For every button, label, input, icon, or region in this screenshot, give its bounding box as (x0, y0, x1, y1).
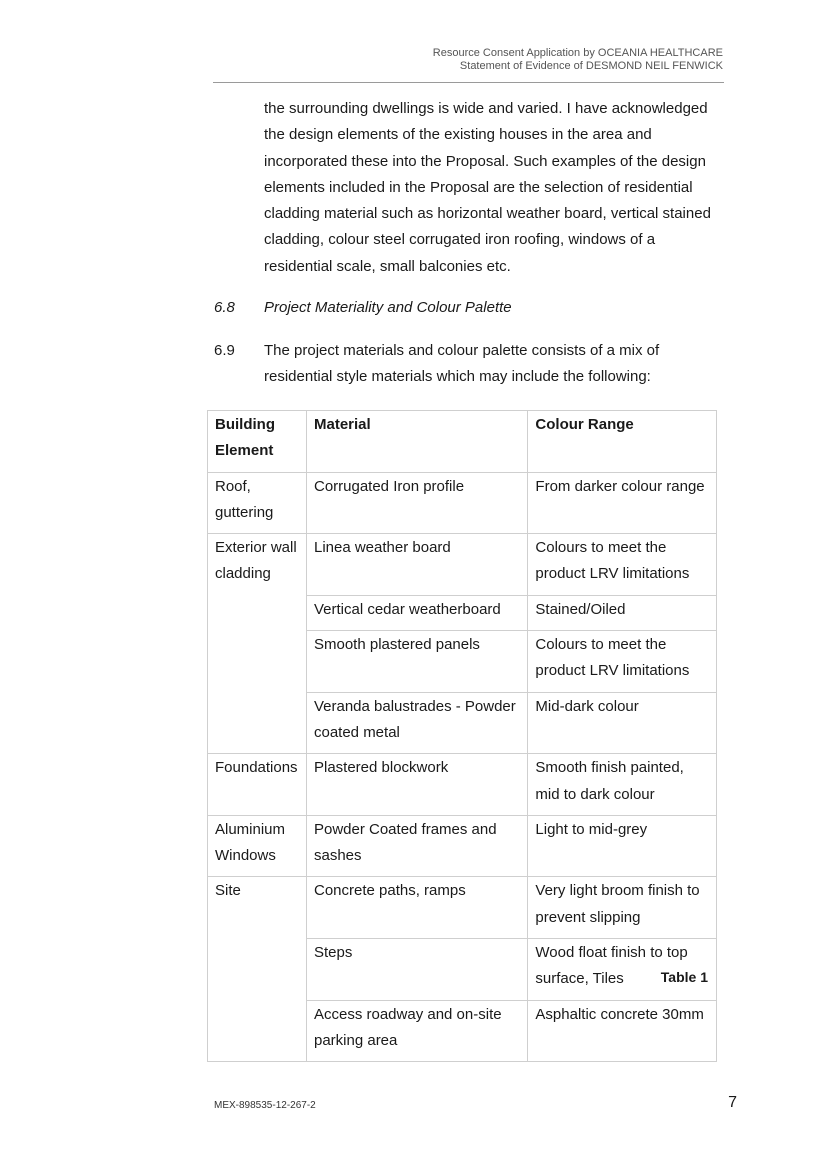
header-colour-range: Colour Range (528, 411, 717, 473)
table-caption: Table 1 (660, 969, 708, 985)
table-cell-colour: Stained/Oiled (528, 595, 717, 630)
header-material: Material (306, 411, 527, 473)
header-building-element: Building Element (208, 411, 307, 473)
table-cell-colour: Very light broom finish to prevent slipping (528, 877, 717, 939)
materials-table (207, 410, 717, 1062)
table-cell-material: Smooth plastered panels (306, 631, 527, 693)
document-reference: MEX-898535-12-267-2 (214, 1100, 316, 1111)
clause-text: The project materials and colour palette consists of a mix of residential style materials which may include the following: (264, 342, 660, 386)
table-row (208, 754, 717, 816)
clause-number: 6.9 (214, 342, 235, 359)
table-cell-element: Foundations (208, 754, 307, 816)
table-cell-element: Roof, guttering (208, 472, 307, 534)
table-cell-element: Exterior wall cladding (208, 534, 307, 754)
table-cell-colour: From darker colour range (528, 472, 717, 534)
table-cell-material: Linea weather board (306, 534, 527, 596)
header-line-1: Resource Consent Application by OCEANIA HEALTHCARE (432, 47, 723, 59)
table-cell-colour: Wood float finish to top surface, Tiles (528, 939, 717, 1001)
table-header-row (208, 411, 717, 473)
table-row (208, 815, 717, 877)
page-number: 7 (728, 1094, 737, 1111)
table-row (208, 472, 717, 534)
section-title: Project Materiality and Colour Palette (264, 299, 512, 316)
table-cell-material: Veranda balustrades - Powder coated metal (306, 692, 527, 754)
header-divider (213, 82, 724, 83)
table-cell-material: Steps (306, 939, 527, 1001)
table-cell-element: Site (208, 877, 307, 1062)
table-cell-colour: Smooth finish painted, mid to dark colour (528, 754, 717, 816)
table-cell-colour: Mid-dark colour (528, 692, 717, 754)
section-number: 6.8 (214, 299, 235, 316)
table-cell-material: Corrugated Iron profile (306, 472, 527, 534)
table-cell-colour: Asphaltic concrete 30mm (528, 1000, 717, 1062)
table-cell-material: Concrete paths, ramps (306, 877, 527, 939)
table-cell-material: Vertical cedar weatherboard (306, 595, 527, 630)
table-cell-colour: Colours to meet the product LRV limitations (528, 631, 717, 693)
intro-paragraph: the surrounding dwellings is wide and varied. I have acknowledged the design elements of the existing houses in the area and incorporated these into the Proposal. Such examples of the design elements included in the Proposal are the selection of residential cladding material such as horizontal weather board, vertical stained cladding, colour steel corrugated iron roofing, windows of a residential scale, small balconies etc. (264, 100, 711, 275)
table-row (208, 534, 717, 596)
table-cell-material: Powder Coated frames and sashes (306, 815, 527, 877)
table-cell-colour: Colours to meet the product LRV limitations (528, 534, 717, 596)
table-row (208, 877, 717, 939)
page-header (213, 47, 723, 73)
table-cell-element: Aluminium Windows (208, 815, 307, 877)
table-cell-material: Access roadway and on-site parking area (306, 1000, 527, 1062)
table-cell-material: Plastered blockwork (306, 754, 527, 816)
table-cell-colour: Light to mid-grey (528, 815, 717, 877)
header-line-2: Statement of Evidence of DESMOND NEIL FENWICK (459, 60, 723, 72)
